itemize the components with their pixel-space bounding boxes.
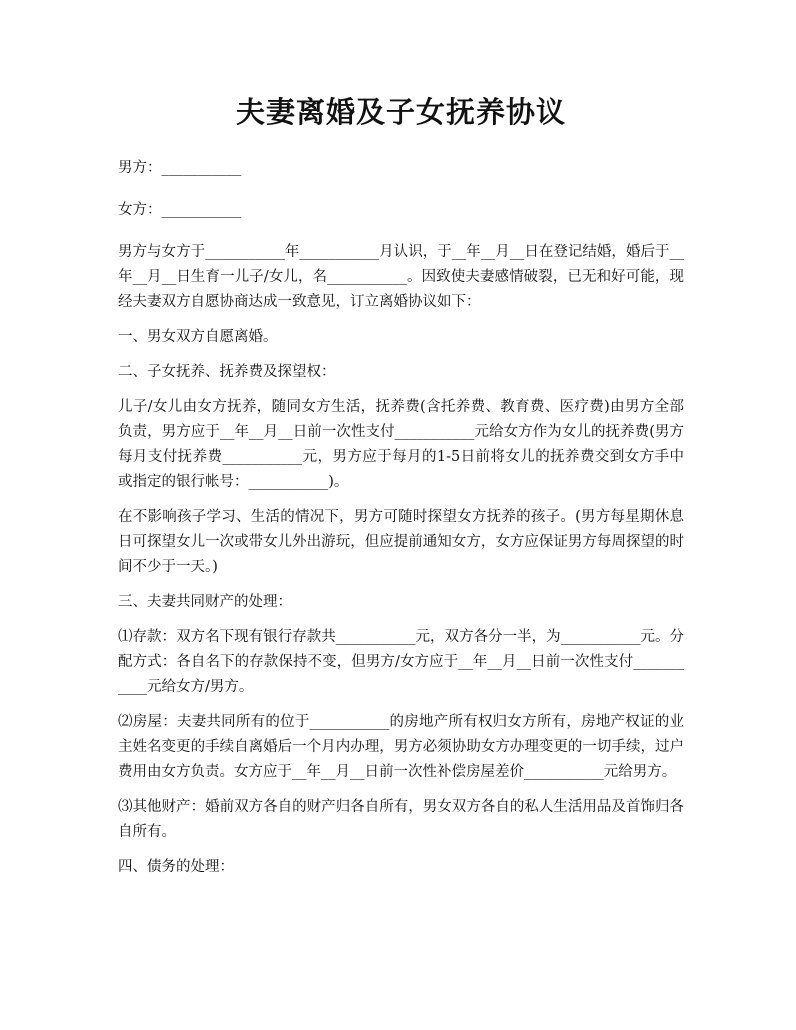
house-paragraph: ⑵房屋：夫妻共同所有的位于___________的房地产所有权归女方所有，房地产权证的业主姓名变更的手续自离婚后一个月内办理，男方必须协助女方办理变更的一切手续，过户费用由女方负责。女方应于__年__月__日前一次性补偿房屋差价___________元给男方。 bbox=[118, 714, 684, 780]
section-3-heading: 三、夫妻共同财产的处理： bbox=[118, 594, 292, 610]
section-2-heading: 二、子女抚养、抚养费及探望权： bbox=[118, 364, 336, 380]
intro-paragraph: 男方与女方于___________年___________月认识，于__年__月__日在登记结婚，婚后于__年__月__日生育一儿子/女儿，名___________。因致使夫妻感情破裂，已无和好可能，现经夫妻双方自愿协商达成一致意见，订立离婚协议如下： bbox=[118, 244, 684, 310]
document-title: 夫妻离婚及子女抚养协议 bbox=[235, 95, 566, 129]
section-4-heading: 四、债务的处理： bbox=[118, 859, 234, 875]
other-property-paragraph: ⑶其他财产：婚前双方各自的财产归各自所有，男女双方各自的私人生活用品及首饰归各自所有。 bbox=[118, 799, 684, 840]
document-page bbox=[118, 92, 684, 890]
custody-paragraph: 儿子/女儿由女方抚养，随同女方生活，抚养费(含托养费、教育费、医疗费)由男方全部负责，男方应于__年__月__日前一次性支付___________元给女方作为女儿的抚养费(男方每月支付抚养费___________元，男方应于每月的1-5日前将女儿的抚养费交到女方手中或指定的银行帐号：___________)。 bbox=[118, 399, 684, 490]
deposit-paragraph: ⑴存款：双方名下现有银行存款共___________元，双方各分一半，为___________元。分配方式：各自名下的存款保持不变，但男方/女方应于__年__月__日前一次性支付___________元给女方/男方。 bbox=[118, 629, 684, 695]
wife-line: 女方：___________ bbox=[118, 202, 242, 218]
section-1-heading: 一、男女双方自愿离婚。 bbox=[118, 329, 278, 345]
husband-line: 男方：___________ bbox=[118, 160, 242, 176]
visitation-paragraph: 在不影响孩子学习、生活的情况下，男方可随时探望女方抚养的孩子。(男方每星期休息日可探望女儿一次或带女儿外出游玩，但应提前通知女方，女方应保证男方每周探望的时间不少于一天。) bbox=[118, 509, 684, 575]
